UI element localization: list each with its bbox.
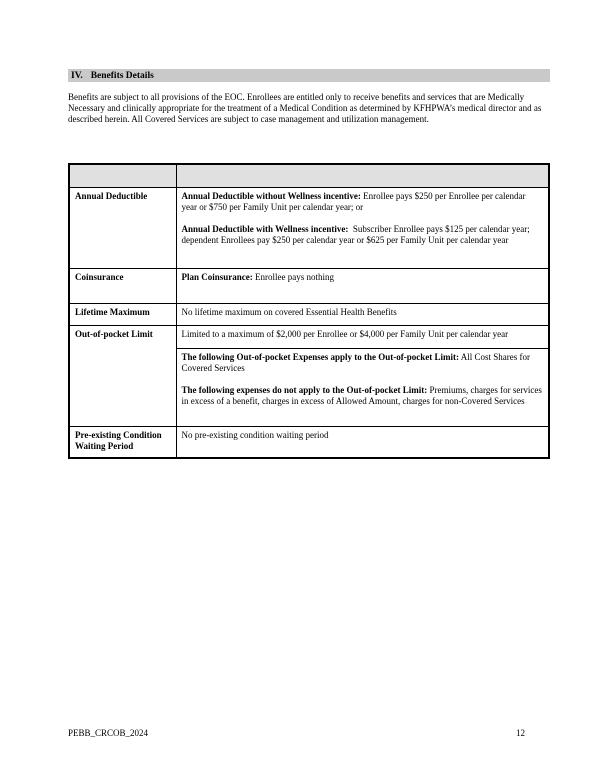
benefits-table	[68, 163, 550, 459]
paragraph-text: Subscriber Enrollee pays $125 per calendar year; dependent Enrollees pay $250 per calendar year or $625 per Family Unit per calendar year	[181, 224, 533, 245]
paragraph-text: All Cost Shares for Covered Services	[181, 352, 533, 373]
table-header-row	[69, 164, 549, 188]
table-row-lifetime-maximum	[69, 304, 549, 326]
bold-lead-in: The following expenses do not apply to the Out-of-pocket Limit:	[181, 385, 428, 395]
row-label: Out-of-pocket Limit	[69, 326, 176, 427]
bold-lead-in: Annual Deductible without Wellness incentive:	[181, 191, 361, 201]
row-value	[176, 304, 549, 326]
paragraph-text: Enrollee pays $250 per Enrollee per calendar year or $750 per Family Unit per calendar year; or	[181, 191, 528, 212]
paragraph-text: Limited to a maximum of $2,000 per Enrollee or $4,000 per Family Unit per calendar year	[181, 329, 509, 339]
paragraph-text: No lifetime maximum on covered Essential Health Benefits	[181, 307, 397, 317]
section-title: Benefits Details	[90, 70, 154, 81]
value-paragraph	[182, 224, 543, 246]
row-value	[176, 188, 549, 269]
bold-lead-in: The following Out-of-pocket Expenses apply to the Out-of-pocket Limit:	[181, 352, 459, 362]
paragraph-text: Premiums, charges for services in excess of a benefit, charges in excess of Allowed Amount, charges for non-Covered Services	[181, 385, 545, 406]
value-paragraph	[182, 272, 543, 283]
section-number: IV.	[71, 70, 83, 81]
bold-lead-in: Plan Coinsurance:	[181, 272, 253, 282]
value-paragraph	[182, 430, 543, 441]
value-paragraph	[182, 352, 543, 374]
table-row-out-of-pocket-limit	[69, 326, 549, 349]
row-value	[176, 427, 549, 459]
footer-document-id: PEBB_CRCOB_2024	[68, 728, 149, 738]
paragraph-text: Enrollee pays nothing	[252, 272, 334, 282]
bold-lead-in: Annual Deductible with Wellness incentive:	[181, 224, 349, 234]
value-paragraph	[182, 307, 543, 318]
table-row-pre-existing-condition	[69, 427, 549, 459]
row-label: Pre-existing Condition Waiting Period	[69, 427, 176, 459]
row-value	[176, 349, 549, 427]
row-label: Annual Deductible	[69, 188, 176, 269]
value-paragraph	[182, 191, 543, 213]
row-value	[176, 326, 549, 349]
table-header-cell-right	[176, 164, 549, 188]
row-value	[176, 269, 549, 304]
footer-page-number: 12	[516, 728, 525, 738]
row-label: Coinsurance	[69, 269, 176, 304]
paragraph-text: No pre-existing condition waiting period	[181, 430, 329, 440]
table-header-cell-left	[69, 164, 176, 188]
table-row-annual-deductible	[69, 188, 549, 269]
intro-paragraph: Benefits are subject to all provisions of the EOC. Enrollees are entitled only to receive benefits and services that are Medically Necessary and clinically appropriate for the treatment of a Medical Condition as determined by KFHPWA’s medical director and as described herein. All Covered Services are subject to case management and utilization management.	[68, 92, 542, 124]
value-paragraph	[182, 329, 543, 340]
table-row-coinsurance	[69, 269, 549, 304]
value-paragraph	[182, 385, 543, 407]
section-header-bar	[68, 69, 550, 82]
row-label: Lifetime Maximum	[69, 304, 176, 326]
